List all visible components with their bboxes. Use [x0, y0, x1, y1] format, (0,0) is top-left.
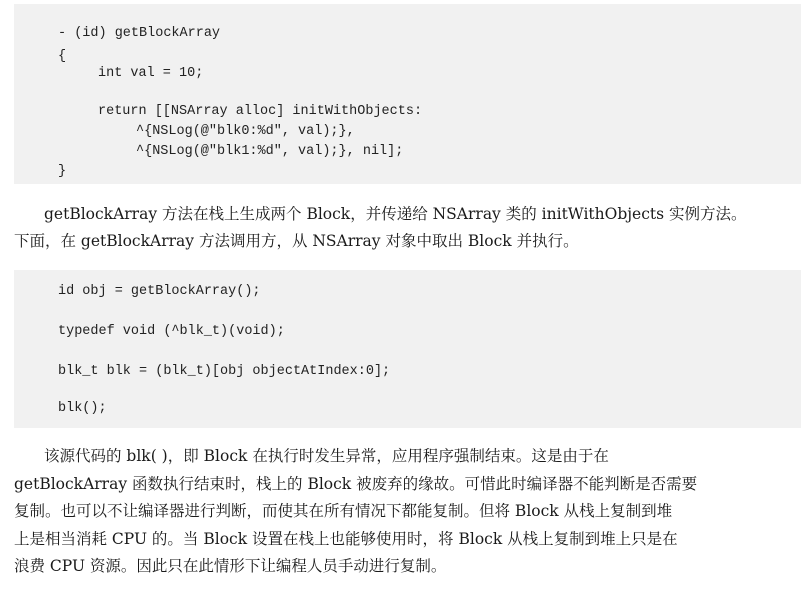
code-line: ^{NSLog(@"blk0:%d", val);},: [136, 124, 355, 139]
text-line: 上是相当消耗 CPU 的。当 Block 设置在栈上也能够使用时，将 Block 从栈上复制到堆上只是在: [14, 529, 678, 548]
code-line: blk_t blk = (blk_t)[obj objectAtIndex:0];: [58, 364, 391, 379]
text-line: 浪费 CPU 资源。因此只在此情形下让编程人员手动进行复制。: [14, 557, 447, 575]
code-line: int val = 10;: [98, 66, 204, 81]
code-line: - (id) getBlockArray: [58, 26, 221, 41]
code-line: return [[NSArray alloc] initWithObjects:: [98, 104, 423, 119]
code-line: id obj = getBlockArray();: [58, 284, 261, 299]
text-line: getBlockArray 函数执行结束时，栈上的 Block 被废弃的缘故。可惜此时编译器不能判断是否需要: [14, 474, 698, 493]
code-block-call-site: [14, 270, 801, 428]
code-line: blk();: [58, 401, 107, 416]
text-line: 复制。也可以不让编译器进行判断，而使其在所有情况下都能复制。但将 Block 从栈上复制到堆: [14, 502, 673, 520]
text-line: 下面，在 getBlockArray 方法调用方，从 NSArray 对象中取出 Block 并执行。: [14, 232, 579, 250]
text-line: 该源代码的 blk( )，即 Block 在执行时发生异常，应用程序强制结束。这是由于在: [44, 447, 609, 465]
code-line: ^{NSLog(@"blk1:%d", val);}, nil];: [136, 144, 404, 159]
code-line: typedef void (^blk_t)(void);: [58, 324, 285, 339]
paragraph-intro: [14, 201, 800, 255]
text-line: getBlockArray 方法在栈上生成两个 Block，并传递给 NSArray 类的 initWithObjects 实例方法。: [44, 205, 747, 223]
code-line: {: [58, 49, 67, 64]
code-line: }: [58, 164, 67, 179]
paragraph-explanation: [14, 443, 800, 581]
code-block-get-block-array: [14, 4, 801, 184]
